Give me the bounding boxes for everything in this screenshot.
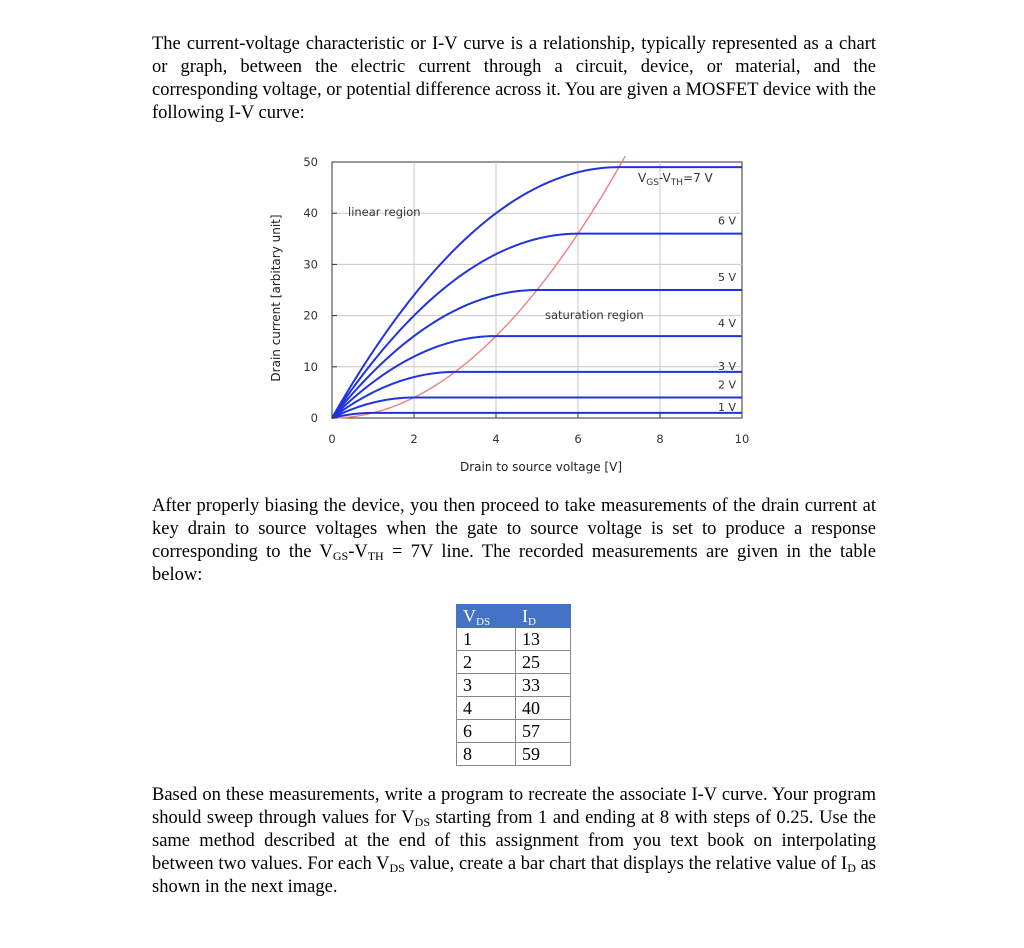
measurement-paragraph: After properly biasing the device, you then proceed to take measurements of the drain current at key drain to source voltages when the gate to source voltage is set to produce a response corresponding to the $V_{GS}-V_{TH} = 7V$ line. The recorded measurements are given in the table below: [152,496,876,585]
id-cell: 40 [516,697,571,720]
x-tick-label: 8 [656,432,664,446]
table-row [457,651,571,674]
id-cell: 13 [516,628,571,651]
header-id: $I_D$ [516,605,571,628]
x-tick-label: 0 [328,432,336,446]
curve-label: 4 V [717,317,736,331]
curve-label: 2 V [717,378,736,392]
intro-paragraph [152,33,876,125]
iv-curve-chart [260,148,760,488]
measurement-table [456,604,571,766]
vds-cell: 2 [457,651,516,674]
id-cell: 33 [516,674,571,697]
y-tick-label: 50 [303,155,318,169]
table-row [457,720,571,743]
vds-cell: 3 [457,674,516,697]
vds-cell: 6 [457,720,516,743]
header-vds: $V_{DS}$ [457,605,516,628]
table-row [457,628,571,651]
y-tick-label: 20 [303,308,318,323]
id-cell: 57 [516,720,571,743]
intro-text: The current-voltage characteristic or I-V curve is a relationship, typically represented as a chart or graph, between the electric current through a circuit, device, or material, and the corresponding voltage, or potential difference across it. You are given a MOSFET device with the following I-V curve: [152,34,876,123]
linear-region-label: linear region [348,205,421,219]
vds-cell: 4 [457,697,516,720]
table-row [457,743,571,766]
x-tick-label: 10 [734,432,750,446]
y-tick-label: 0 [310,411,318,425]
x-tick-label: 6 [574,432,582,446]
vds-cell: 1 [457,628,516,651]
top-curve-label: $V_{GS}-V_{TH}=7$ V [638,171,713,188]
curve-label: 5 V [717,271,736,284]
id-cell: 25 [516,651,571,674]
task-paragraph: Based on these measurements, write a program to recreate the associate I-V curve. Your program should sweep through values for $V_{DS}$ starting from 1 and ending at 8 with steps of 0.25. Use the same method described at the end of this assignment from you text book on interpolating between two values. For each $V_{DS}$ value, create a bar chart that displays the relative value of $I_D$ as shown in the next image. [152,785,876,897]
id-cell: 59 [516,743,571,766]
table-header-row [457,605,571,628]
y-tick-label: 30 [303,257,318,272]
curve-label: 3 V [717,359,736,373]
saturation-region-label: saturation region [545,308,644,322]
curve-label: 1 V [717,400,736,414]
x-tick-label: 2 [410,432,418,446]
vds-cell: 8 [457,743,516,766]
y-tick-label: 10 [303,359,318,374]
table-row [457,697,571,720]
y-tick-label: 40 [303,206,318,221]
curve-label: 6 V [717,214,736,228]
table-row [457,674,571,697]
x-tick-label: 4 [492,432,500,446]
x-axis-label: Drain to source voltage [V] [459,460,622,474]
y-axis-label: Drain current [arbitary unit] [269,214,283,382]
